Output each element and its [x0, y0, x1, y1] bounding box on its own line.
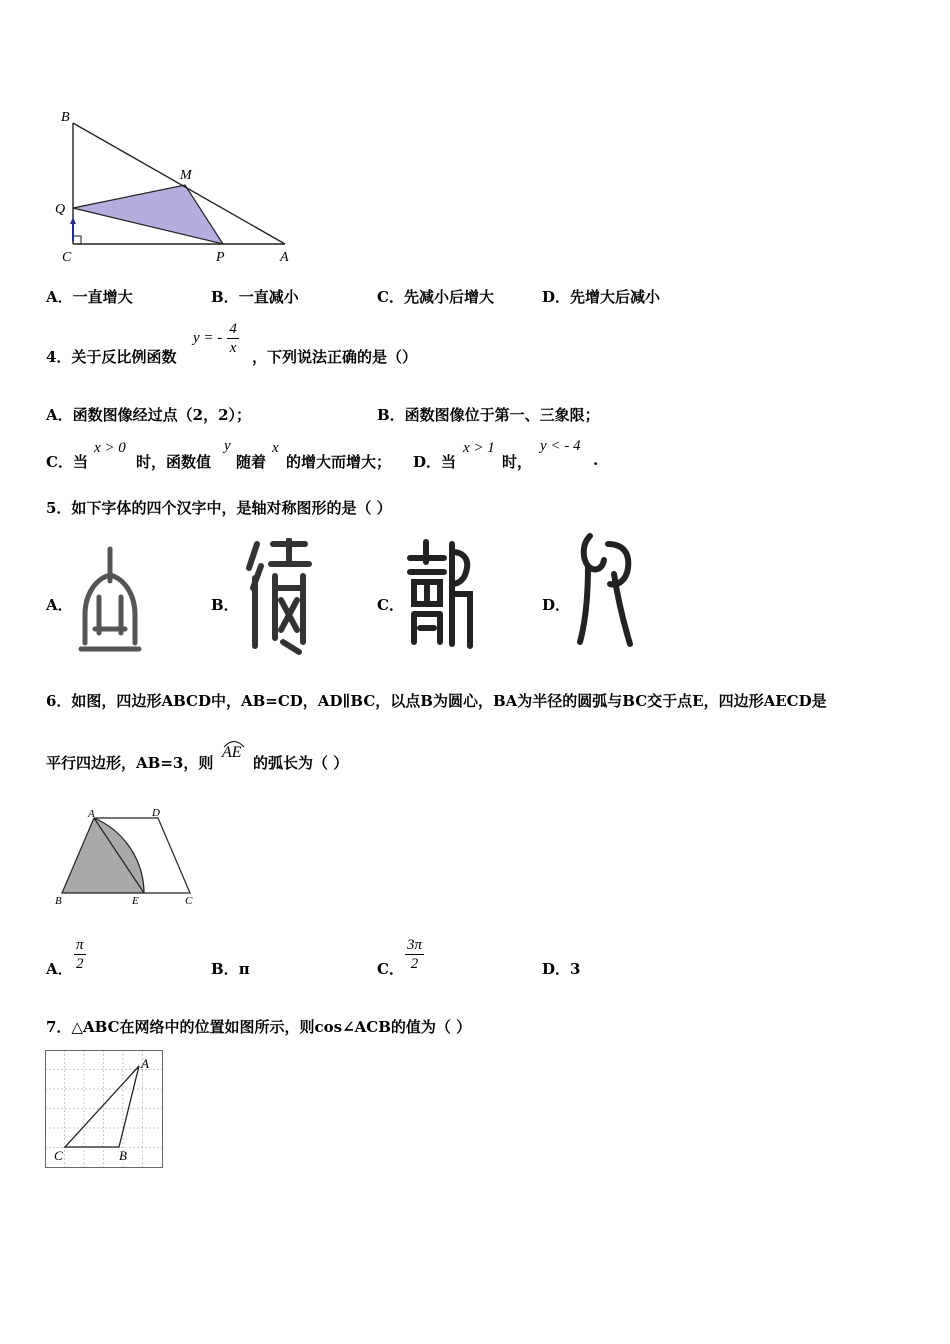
label-B: B	[119, 1148, 127, 1163]
q6-stem-line2-a: 平行四边形，AB=3，则	[46, 754, 214, 772]
q6-arc-ae: AE	[222, 742, 242, 762]
q3-option-c[interactable]: C．先减小后增大	[377, 288, 494, 306]
label-B: B	[55, 895, 62, 907]
label-E: E	[132, 895, 139, 907]
label-Q: Q	[55, 202, 66, 217]
seal-glyph-b-icon	[243, 538, 315, 656]
q6-stem-line2-b: 的弧长为（ ）	[253, 754, 349, 772]
q3-option-b[interactable]: B．一直减小	[211, 288, 299, 306]
q3-option-a[interactable]: A．一直增大	[46, 288, 133, 306]
q5-option-c-label[interactable]: C．	[377, 596, 404, 614]
label-P: P	[216, 250, 225, 265]
q7-stem: 7．△ABC在网络中的位置如图所示，则cos∠ACB的值为（ ）	[46, 1018, 472, 1036]
shaded-sector-bae	[62, 818, 144, 893]
label-A: A	[141, 1056, 149, 1071]
q4-option-d[interactable]: D．当 x > 1 时， y < - 4 .	[413, 438, 599, 471]
label-C: C	[62, 250, 72, 265]
label-D: D	[152, 807, 160, 819]
figure-grid-triangle-abc	[45, 1050, 165, 1170]
label-B: B	[61, 110, 70, 125]
label-A: A	[280, 250, 289, 265]
q4-function: y = - $\frac{4}{x}$	[193, 321, 237, 356]
q5-option-b-label[interactable]: B．	[211, 596, 239, 614]
q4-prefix: 4．关于反比例函数	[46, 348, 177, 366]
seal-glyph-d-icon	[574, 530, 640, 650]
q4-suffix: ，下列说法正确的是（）	[252, 348, 418, 366]
q6-stem-line1: 6．如图，四边形ABCD中，AB=CD，AD∥BC，以点B为圆心，BA为半径的圆弧与BC交于点E，四边形AECD是	[46, 692, 827, 710]
label-C: C	[185, 895, 193, 907]
seal-glyph-c-icon	[406, 538, 476, 652]
seal-glyph-a-icon	[75, 545, 145, 655]
q6-option-c[interactable]: C． $\frac{3\pi}{2}$	[377, 937, 423, 978]
q4-option-c[interactable]: C．当 x > 0 时，函数值 y 随着 x 的增大而增大；	[46, 438, 392, 471]
q4-option-b[interactable]: B．函数图像位于第一、三象限；	[377, 406, 600, 424]
label-A: A	[88, 808, 95, 820]
q6-option-b[interactable]: B．π	[211, 960, 250, 978]
label-C: C	[54, 1148, 63, 1163]
q5-option-a-label[interactable]: A．	[46, 596, 73, 614]
q3-option-d[interactable]: D．先增大后减小	[542, 288, 661, 306]
q4-option-a[interactable]: A．函数图像经过点（2，2）；	[46, 406, 252, 424]
q6-option-d[interactable]: D．3	[542, 960, 581, 978]
figure-triangle-bmqcpa	[50, 105, 300, 265]
q5-stem: 5．如下字体的四个汉字中，是轴对称图形的是（ ）	[46, 499, 392, 517]
shaded-triangle-qmp	[73, 185, 223, 244]
figure-quadrilateral-abcd	[50, 805, 200, 910]
q5-option-d-label[interactable]: D．	[542, 596, 571, 614]
q6-option-a[interactable]: A． $\frac{\pi}{2}$	[46, 937, 84, 978]
label-M: M	[180, 168, 192, 183]
